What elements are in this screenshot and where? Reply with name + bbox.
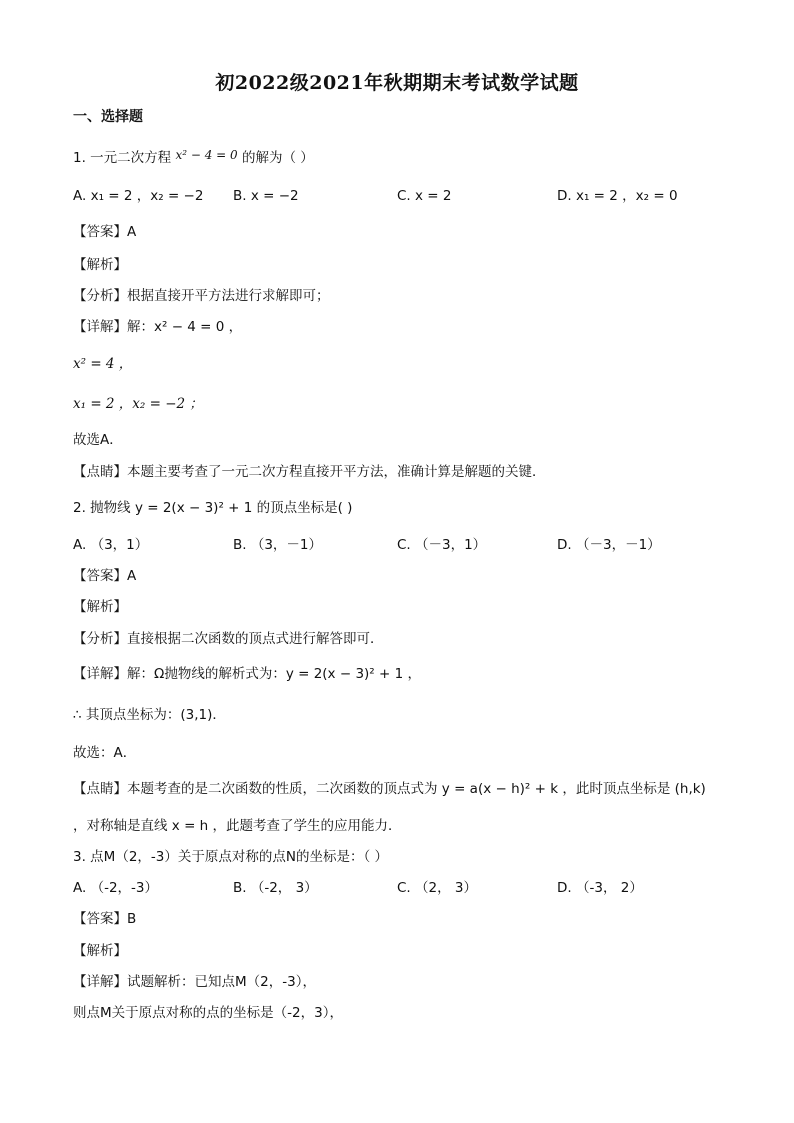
q3-option-b: B. （-2， 3）	[233, 880, 318, 896]
q1-detail: 【详解】解：x² − 4 = 0 ，	[73, 319, 243, 335]
q1-answer: 【答案】A	[73, 224, 137, 240]
q3-analysis-tag: 【解析】	[73, 943, 127, 959]
q2-detail: 【详解】解：Ω抛物线的解析式为：y = 2(x − 3)² + 1 ，	[73, 666, 421, 682]
question-1-stem	[73, 146, 314, 167]
q2-option-a: A. （3，1）	[73, 537, 149, 553]
q1-stem-start: 1. 一元二次方程	[73, 150, 172, 166]
q2-comment-2: ，对称轴是直线 x = h ，此题考查了学生的应用能力．	[73, 818, 402, 834]
q3-answer: 【答案】B	[73, 911, 137, 927]
q2-option-c: C. （－3，1）	[397, 537, 487, 553]
q2-analysis-tag: 【解析】	[73, 599, 127, 615]
question-3-stem: 3. 点M（2，-3）关于原点对称的点N的坐标是：（ ）	[73, 849, 389, 865]
q2-choose: 故选：A．	[73, 745, 137, 761]
q1-option-d: D. x₁ = 2 ，x₂ = 0	[557, 188, 678, 204]
q1-equation: x² − 4 = 0	[175, 148, 238, 162]
q1-option-a: A. x₁ = 2 ，x₂ = −2	[73, 188, 204, 204]
q1-step2: x₁ = 2 ，x₂ = −2 ；	[73, 396, 203, 412]
q1-step1: x² = 4 ，	[73, 356, 133, 372]
q1-stem-end: 的解为（ ）	[241, 150, 314, 166]
q3-option-c: C. （2， 3）	[397, 880, 477, 896]
page-title: 初2022级2021年秋期期末考试数学试题	[215, 72, 579, 94]
q2-step1: ∴ 其顶点坐标为：(3,1)．	[73, 707, 226, 723]
q1-fenxi: 【分析】根据直接开平方法进行求解即可；	[73, 288, 330, 304]
q3-detail: 【详解】试题解析：已知点M（2，-3），	[73, 974, 316, 990]
q1-choose: 故选A．	[73, 432, 123, 448]
q3-step1: 则点M关于原点对称的点的坐标是（-2，3），	[73, 1005, 343, 1021]
q2-answer: 【答案】A	[73, 568, 137, 584]
section-heading: 一、选择题	[73, 109, 143, 125]
question-2-stem: 2. 抛物线 y = 2(x − 3)² + 1 的顶点坐标是( )	[73, 500, 353, 516]
q3-option-a: A. （-2，-3）	[73, 880, 159, 896]
q1-option-c: C. x = 2	[397, 188, 452, 204]
q3-option-d: D. （-3， 2）	[557, 880, 643, 896]
q1-comment: 【点睛】本题主要考查了一元二次方程直接开平方法，准确计算是解题的关键．	[73, 464, 546, 480]
q2-comment-1: 【点睛】本题考查的是二次函数的性质，二次函数的顶点式为 y = a(x − h)² + k ，此时顶点坐标是 (h,k)	[73, 781, 706, 797]
q2-option-b: B. （3，－1）	[233, 537, 323, 553]
q1-analysis-tag: 【解析】	[73, 257, 127, 273]
q1-option-b: B. x = −2	[233, 188, 299, 204]
q2-fenxi: 【分析】直接根据二次函数的顶点式进行解答即可．	[73, 631, 384, 647]
q2-option-d: D. （－3，－1）	[557, 537, 661, 553]
